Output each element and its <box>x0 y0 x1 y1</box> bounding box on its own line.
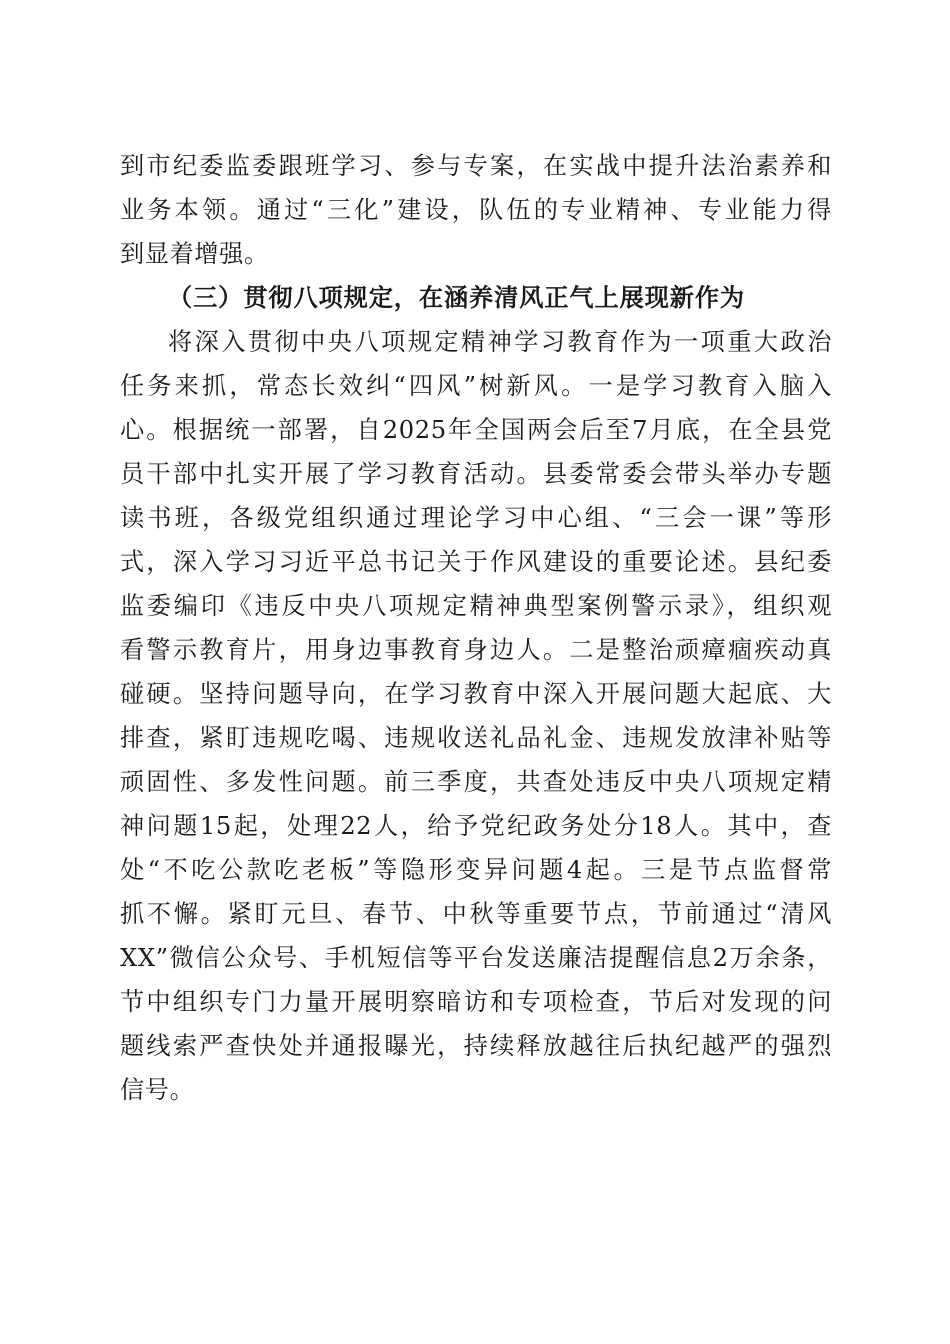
paragraph-continued <box>120 144 832 276</box>
text-line: 信号。 <box>120 1076 195 1104</box>
text-line: 业务本领。通过“三化”建设，队伍的专业精神、专业能力得 <box>120 196 832 224</box>
text-line: 到显着增强。 <box>120 240 269 268</box>
text-line: 到市纪委监委跟班学习、参与专案，在实战中提升法治素养和 <box>120 152 832 180</box>
text-line: 神问题15起，处理22人，给予党纪政务处分18人。其中，查 <box>120 812 832 840</box>
text-line: 处“不吃公款吃老板”等隐形变异问题4起。三是节点监督常 <box>120 856 832 884</box>
text-line: 式，深入学习习近平总书记关于作风建设的重要论述。县纪委 <box>120 548 832 576</box>
text-line: 员干部中扎实开展了学习教育活动。县委常委会带头举办专题 <box>120 460 832 488</box>
text-line: 排查，紧盯违规吃喝、违规收送礼品礼金、违规发放津补贴等 <box>120 724 832 752</box>
text-line: 将深入贯彻中央八项规定精神学习教育作为一项重大政治 <box>168 328 832 356</box>
text-line: 监委编印《违反中央八项规定精神典型案例警示录》，组织观 <box>120 592 832 620</box>
section-heading: （三）贯彻八项规定，在涵养清风正气上展现新作为 <box>168 283 746 312</box>
text-line: 读书班，各级党组织通过理论学习中心组、“三会一课”等形 <box>120 504 832 532</box>
text-line: 节中组织专门力量开展明察暗访和专项检查，节后对发现的问 <box>120 988 832 1016</box>
text-line: 顽固性、多发性问题。前三季度，共查处违反中央八项规定精 <box>120 768 832 796</box>
text-line: 任务来抓，常态长效纠“四风”树新风。一是学习教育入脑入 <box>120 372 832 400</box>
text-line: 抓不懈。紧盯元旦、春节、中秋等重要节点，节前通过“清风 <box>120 900 832 928</box>
document-body <box>120 144 832 1112</box>
paragraph-eight-rules <box>120 320 832 1112</box>
text-line: 看警示教育片，用身边事教育身边人。二是整治顽瘴痼疾动真 <box>120 636 832 664</box>
text-line: 题线索严查快处并通报曝光，持续释放越往后执纪越严的强烈 <box>120 1032 832 1060</box>
text-line: 心。根据统一部署，自2025年全国两会后至7月底，在全县党 <box>120 416 832 444</box>
text-line: 碰硬。坚持问题导向，在学习教育中深入开展问题大起底、大 <box>120 680 832 708</box>
text-line: XX”微信公众号、手机短信等平台发送廉洁提醒信息2万余条， <box>120 944 832 972</box>
